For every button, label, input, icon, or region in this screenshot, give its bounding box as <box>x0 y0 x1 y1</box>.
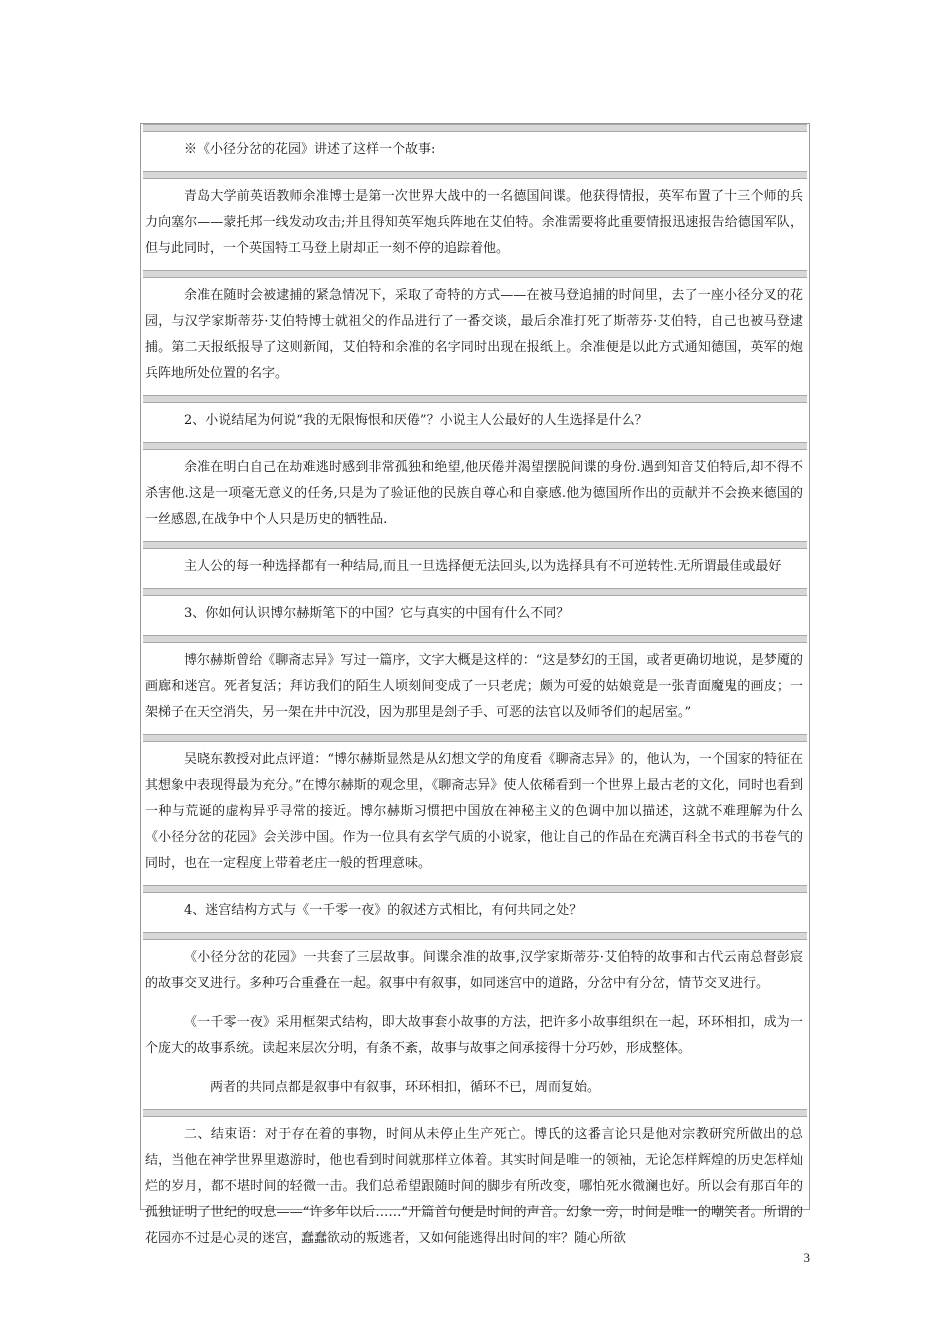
answer-3-paragraph-1: 博尔赫斯曾给《聊斋志异》写过一篇序，文字大概是这样的：“这是梦幻的王国，或者更确切地说，是梦魇的画廊和迷宫。死者复活；拜访我们的陌生人顷刻间变成了一只老虎；颇为可爱的姑娘竟是一张青面魔鬼的画皮；一架梯子在天空消失，另一架在井中沉没，因为那里是刽子手、可恶的法官以及师爷们的起居室。” <box>145 653 803 720</box>
answer-3-paragraph-2: 吴晓东教授对此点评道：“博尔赫斯显然是从幻想文学的角度看《聊斋志异》的，他认为，一个国家的特征在其想象中表现得最为充分。”在博尔赫斯的观念里，《聊斋志异》使人依稀看到一个世界上最古老的文化，同时也看到一种与荒诞的虚构异乎寻常的接近。博尔赫斯习惯把中国放在神秘主义的色调中加以描述，这就不难理解为什么《小径分岔的花园》会关涉中国。作为一位具有玄学气质的小说家，他让自己的作品在充满百科全书式的书卷气的同时，也在一定程度上带着老庄一般的哲理意味。 <box>145 752 803 871</box>
row-separator <box>143 932 807 940</box>
row-separator <box>143 588 807 596</box>
row-separator <box>143 395 807 403</box>
row-separator <box>143 541 807 549</box>
story-paragraph-2: 余准在随时会被逮捕的紧急情况下，采取了奇特的方式——在被马登追捕的时间里，去了一座小径分叉的花园，与汉学家斯蒂芬·艾伯特博士就祖父的作品进行了一番交谈，最后余准打死了斯蒂芬·艾伯特，自己也被马登逮捕。第二天报纸报导了这则新闻，艾伯特和余准的名字同时出现在报纸上。余准便是以此方式通知德国，英军的炮兵阵地所处位置的名字。 <box>145 288 803 381</box>
row-separator <box>143 270 807 278</box>
story-intro: ※《小径分岔的花园》讲述了这样一个故事: <box>184 142 436 157</box>
row-separator <box>143 635 807 643</box>
row-separator <box>143 124 807 132</box>
row-separator <box>143 1109 807 1117</box>
content-table <box>140 123 810 1246</box>
answer-4-paragraph-2: 《一千零一夜》采用框架式结构，即大故事套小故事的方法，把许多小故事组织在一起，环环相扣，成为一个庞大的故事系统。读起来层次分明，有条不紊，故事与故事之间承接得十分巧妙，形成整体。 <box>145 1015 803 1056</box>
row-separator <box>143 442 807 450</box>
answer-4-paragraph-1: 《小径分岔的花园》一共套了三层故事。间谍余准的故事,汉学家斯蒂芬·艾伯特的故事和古代云南总督彭宸的故事交叉进行。多种巧合重叠在一起。叙事中有叙事，如同迷宫中的道路，分岔中有分岔，情节交叉进行。 <box>145 950 803 991</box>
row-separator <box>143 171 807 179</box>
question-2: 2、小说结尾为何说“我的无限悔恨和厌倦”？小说主人公最好的人生选择是什么？ <box>184 413 648 428</box>
question-3: 3、你如何认识博尔赫斯笔下的中国？它与真实的中国有什么不同？ <box>184 606 570 621</box>
conclusion-paragraph: 二、结束语：对于存在着的事物，时间从未停止生产死亡。博氏的这番言论只是他对宗教研究所做出的总结，当他在神学世界里遨游时，他也看到时间就那样立体着。其实时间是唯一的领袖，无论怎样辉煌的历史怎样灿烂的岁月，都不堪时间的轻微一击。我们总希望跟随时间的脚步有所改变，哪怕死水微澜也好。所以会有那百年的孤独证明了世纪的叹息——“许多年以后……”开篇首句便是时间的声音。幻象一旁，时间是唯一的嘲笑者。所谓的花园亦不过是心灵的迷宫，蠢蠢欲动的叛逃者，又如何能逃得出时间的牢？随心所欲 <box>145 1127 803 1246</box>
answer-2-paragraph-1: 余准在明白自己在劫难逃时感到非常孤独和绝望,他厌倦并渴望摆脱间谍的身份.遇到知音艾伯特后,却不得不杀害他.这是一项毫无意义的任务,只是为了验证他的民族自尊心和自豪感.他为德国所作出的贡献并不会换来德国的一丝感恩,在战争中个人只是历史的牺牲品. <box>145 460 803 527</box>
page-number: 3 <box>803 1250 810 1265</box>
row-separator <box>143 885 807 893</box>
row-separator <box>143 734 807 742</box>
question-4: 4、迷宫结构方式与《一千零一夜》的叙述方式相比，有何共同之处？ <box>184 903 583 918</box>
story-paragraph-1: 青岛大学前英语教师余准博士是第一次世界大战中的一名德国间谍。他获得情报，英军布置了十三个师的兵力向塞尔——蒙托邦一线发动攻击;并且得知英军炮兵阵地在艾伯特。余准需要将此重要情报迅速报告给德国军队，但与此同时，一个英国特工马登上尉却正一刻不停的追踪着他。 <box>145 189 803 256</box>
answer-4-paragraph-3: 两者的共同点都是叙事中有叙事，环环相扣，循环不已，周而复始。 <box>210 1080 601 1095</box>
answer-2-paragraph-2: 主人公的每一种选择都有一种结局,而且一旦选择便无法回头,以为选择具有不可逆转性.无所谓最佳或最好 <box>184 559 782 574</box>
